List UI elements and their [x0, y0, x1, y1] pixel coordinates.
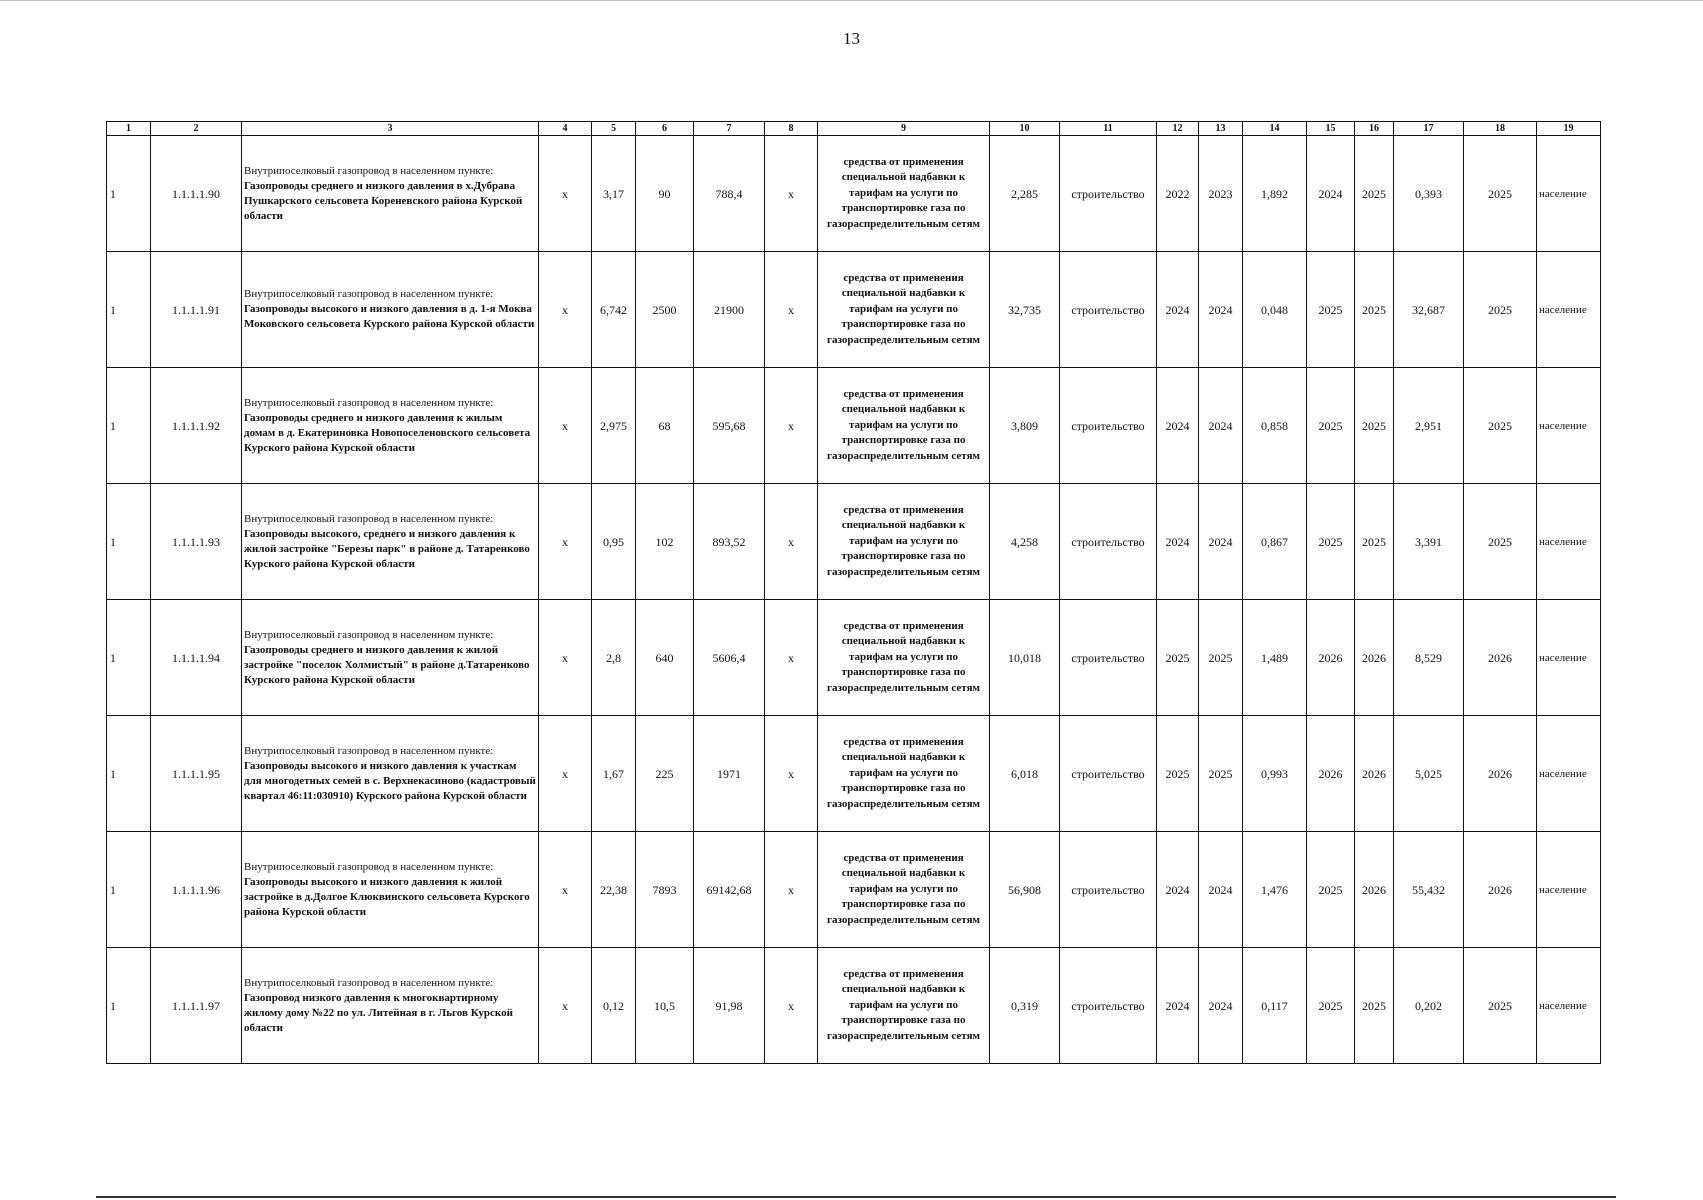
column-16-cell: 2025 — [1355, 368, 1394, 484]
column-17-cell: 55,432 — [1394, 832, 1464, 948]
project-code-cell: 1.1.1.1.90 — [151, 136, 242, 252]
column-17-cell: 32,687 — [1394, 252, 1464, 368]
column-17-cell: 0,202 — [1394, 948, 1464, 1064]
financing-source-cell: средства от применения специальной надбавки к тарифам на услуги по транспортировке газа по газораспределительным сетям — [818, 832, 990, 948]
column-18-cell: 2026 — [1464, 832, 1537, 948]
page-top-edge — [0, 0, 1703, 1]
end-year-cell: 2024 — [1199, 252, 1243, 368]
financing-source-cell: средства от применения специальной надбавки к тарифам на услуги по транспортировке газа по газораспределительным сетям — [818, 252, 990, 368]
financing-source-cell: средства от применения специальной надбавки к тарифам на услуги по транспортировке газа по газораспределительным сетям — [818, 136, 990, 252]
end-year-cell: 2024 — [1199, 832, 1243, 948]
column-14-cell: 0,993 — [1243, 716, 1307, 832]
financing-source-cell: средства от применения специальной надбавки к тарифам на услуги по транспортировке газа по газораспределительным сетям — [818, 368, 990, 484]
description-heading: Внутрипоселковый газопровод в населенном пункте: — [244, 860, 494, 873]
project-description-cell — [242, 368, 539, 484]
column-15-cell: 2025 — [1307, 252, 1355, 368]
column-18-cell: 2025 — [1464, 136, 1537, 252]
length-km-cell: 0,12 — [592, 948, 636, 1064]
start-year-cell: 2024 — [1157, 368, 1199, 484]
work-type-cell: строительство — [1060, 716, 1157, 832]
column-15-cell: 2025 — [1307, 832, 1355, 948]
column-18-cell: 2026 — [1464, 716, 1537, 832]
start-year-cell: 2025 — [1157, 716, 1199, 832]
column-15-cell: 2025 — [1307, 368, 1355, 484]
financing-source-cell: средства от применения специальной надбавки к тарифам на услуги по транспортировке газа по газораспределительным сетям — [818, 484, 990, 600]
column-number-header: 7 — [694, 122, 765, 136]
project-description-cell — [242, 600, 539, 716]
row-index-cell: 1 — [107, 600, 151, 716]
work-type-cell: строительство — [1060, 368, 1157, 484]
table-row — [107, 136, 1601, 252]
start-year-cell: 2025 — [1157, 600, 1199, 716]
column-7-cell: 788,4 — [694, 136, 765, 252]
purpose-cell: население — [1537, 948, 1601, 1064]
project-description-cell — [242, 252, 539, 368]
description-heading: Внутрипоселковый газопровод в населенном пункте: — [244, 744, 494, 757]
column-7-cell: 21900 — [694, 252, 765, 368]
column-18-cell: 2025 — [1464, 948, 1537, 1064]
purpose-cell: население — [1537, 832, 1601, 948]
description-body: Газопроводы высокого и низкого давления к жилой застройке в д.Долгое Клюквинского сельсовета Курского района Курской области — [244, 875, 530, 918]
column-number-header: 16 — [1355, 122, 1394, 136]
purpose-cell: население — [1537, 600, 1601, 716]
length-km-cell: 1,67 — [592, 716, 636, 832]
length-km-cell: 3,17 — [592, 136, 636, 252]
column-6-cell: 102 — [636, 484, 694, 600]
description-heading: Внутрипоселковый газопровод в населенном пункте: — [244, 976, 494, 989]
total-cost-cell: 56,908 — [990, 832, 1060, 948]
column-15-cell: 2025 — [1307, 948, 1355, 1064]
column-number-header: 6 — [636, 122, 694, 136]
column-14-cell: 0,048 — [1243, 252, 1307, 368]
start-year-cell: 2024 — [1157, 484, 1199, 600]
column-number-header: 17 — [1394, 122, 1464, 136]
column-16-cell: 2025 — [1355, 948, 1394, 1064]
description-body: Газопроводы среднего и низкого давления к жилым домам в д. Екатериновка Новопоселеновского сельсовета Курского района Курской области — [244, 411, 531, 454]
column-17-cell: 8,529 — [1394, 600, 1464, 716]
column-number-header: 15 — [1307, 122, 1355, 136]
column-14-cell: 0,867 — [1243, 484, 1307, 600]
description-heading: Внутрипоселковый газопровод в населенном пункте: — [244, 512, 494, 525]
row-index-cell: 1 — [107, 832, 151, 948]
column-15-cell: 2025 — [1307, 484, 1355, 600]
column-16-cell: 2025 — [1355, 136, 1394, 252]
start-year-cell: 2024 — [1157, 252, 1199, 368]
purpose-cell: население — [1537, 252, 1601, 368]
total-cost-cell: 3,809 — [990, 368, 1060, 484]
work-type-cell: строительство — [1060, 252, 1157, 368]
column-number-header: 4 — [539, 122, 592, 136]
project-code-cell: 1.1.1.1.92 — [151, 368, 242, 484]
column-7-cell: 1971 — [694, 716, 765, 832]
work-type-cell: строительство — [1060, 832, 1157, 948]
column-8-cell: х — [765, 600, 818, 716]
project-description-cell — [242, 136, 539, 252]
table-row — [107, 716, 1601, 832]
column-4-cell: х — [539, 252, 592, 368]
column-7-cell: 5606,4 — [694, 600, 765, 716]
column-4-cell: х — [539, 368, 592, 484]
length-km-cell: 2,8 — [592, 600, 636, 716]
end-year-cell: 2024 — [1199, 484, 1243, 600]
project-description-cell — [242, 832, 539, 948]
total-cost-cell: 6,018 — [990, 716, 1060, 832]
column-7-cell: 91,98 — [694, 948, 765, 1064]
purpose-cell: население — [1537, 136, 1601, 252]
start-year-cell: 2022 — [1157, 136, 1199, 252]
description-body: Газопроводы высокого и низкого давления в д. 1-я Моква Моковского сельсовета Курского района Курской области — [244, 303, 535, 330]
purpose-cell: население — [1537, 716, 1601, 832]
column-4-cell: х — [539, 600, 592, 716]
column-number-row — [107, 122, 1601, 136]
start-year-cell: 2024 — [1157, 948, 1199, 1064]
column-17-cell: 2,951 — [1394, 368, 1464, 484]
total-cost-cell: 0,319 — [990, 948, 1060, 1064]
column-14-cell: 1,489 — [1243, 600, 1307, 716]
column-number-header: 5 — [592, 122, 636, 136]
column-8-cell: х — [765, 252, 818, 368]
column-14-cell: 0,117 — [1243, 948, 1307, 1064]
table-row — [107, 368, 1601, 484]
column-14-cell: 0,858 — [1243, 368, 1307, 484]
end-year-cell: 2024 — [1199, 948, 1243, 1064]
column-number-header: 2 — [151, 122, 242, 136]
work-type-cell: строительство — [1060, 948, 1157, 1064]
row-index-cell: 1 — [107, 948, 151, 1064]
total-cost-cell: 32,735 — [990, 252, 1060, 368]
description-body: Газопроводы высокого, среднего и низкого давления к жилой застройке "Березы парк" в районе д. Татаренково Курского района Курской области — [244, 527, 530, 570]
column-16-cell: 2025 — [1355, 484, 1394, 600]
end-year-cell: 2024 — [1199, 368, 1243, 484]
financing-source-cell: средства от применения специальной надбавки к тарифам на услуги по транспортировке газа по газораспределительным сетям — [818, 600, 990, 716]
table-row — [107, 832, 1601, 948]
total-cost-cell: 4,258 — [990, 484, 1060, 600]
column-number-header: 14 — [1243, 122, 1307, 136]
description-heading: Внутрипоселковый газопровод в населенном пункте: — [244, 288, 494, 300]
length-km-cell: 6,742 — [592, 252, 636, 368]
column-4-cell: х — [539, 832, 592, 948]
row-index-cell: 1 — [107, 716, 151, 832]
column-4-cell: х — [539, 716, 592, 832]
column-6-cell: 90 — [636, 136, 694, 252]
project-code-cell: 1.1.1.1.93 — [151, 484, 242, 600]
project-code-cell: 1.1.1.1.97 — [151, 948, 242, 1064]
column-number-header: 13 — [1199, 122, 1243, 136]
row-index-cell: 1 — [107, 368, 151, 484]
column-17-cell: 0,393 — [1394, 136, 1464, 252]
description-body: Газопроводы высокого и низкого давления к участкам для многодетных семей в с. Верхнекасиново (кадастровый квартал 46:11:030910) Курского района Курской области — [244, 759, 536, 802]
column-number-header: 12 — [1157, 122, 1199, 136]
project-description-cell — [242, 484, 539, 600]
column-8-cell: х — [765, 368, 818, 484]
description-body: Газопровод низкого давления к многоквартирному жилому дому №22 по ул. Литейная в г. Льгов Курской области — [244, 991, 513, 1034]
project-code-cell: 1.1.1.1.91 — [151, 252, 242, 368]
row-index-cell: 1 — [107, 136, 151, 252]
column-number-header: 19 — [1537, 122, 1601, 136]
column-number-header: 8 — [765, 122, 818, 136]
table-row — [107, 484, 1601, 600]
column-8-cell: х — [765, 832, 818, 948]
end-year-cell: 2025 — [1199, 600, 1243, 716]
column-15-cell: 2026 — [1307, 716, 1355, 832]
project-code-cell: 1.1.1.1.96 — [151, 832, 242, 948]
column-4-cell: х — [539, 948, 592, 1064]
table-row — [107, 600, 1601, 716]
investment-program-table — [106, 121, 1601, 1064]
purpose-cell: население — [1537, 484, 1601, 600]
purpose-cell: население — [1537, 368, 1601, 484]
column-7-cell: 69142,68 — [694, 832, 765, 948]
column-16-cell: 2025 — [1355, 252, 1394, 368]
column-18-cell: 2025 — [1464, 252, 1537, 368]
column-6-cell: 10,5 — [636, 948, 694, 1064]
column-7-cell: 893,52 — [694, 484, 765, 600]
column-18-cell: 2026 — [1464, 600, 1537, 716]
description-body: Газопроводы среднего и низкого давления в х.Дубрава Пушкарского сельсовета Кореневского района Курской области — [244, 179, 523, 222]
column-6-cell: 7893 — [636, 832, 694, 948]
financing-source-cell: средства от применения специальной надбавки к тарифам на услуги по транспортировке газа по газораспределительным сетям — [818, 948, 990, 1064]
column-16-cell: 2026 — [1355, 832, 1394, 948]
column-number-header: 9 — [818, 122, 990, 136]
total-cost-cell: 2,285 — [990, 136, 1060, 252]
table-row — [107, 948, 1601, 1064]
column-number-header: 18 — [1464, 122, 1537, 136]
column-number-header: 3 — [242, 122, 539, 136]
table-row — [107, 252, 1601, 368]
length-km-cell: 0,95 — [592, 484, 636, 600]
project-code-cell: 1.1.1.1.95 — [151, 716, 242, 832]
column-16-cell: 2026 — [1355, 716, 1394, 832]
column-16-cell: 2026 — [1355, 600, 1394, 716]
column-15-cell: 2024 — [1307, 136, 1355, 252]
column-8-cell: х — [765, 484, 818, 600]
column-18-cell: 2025 — [1464, 484, 1537, 600]
column-6-cell: 640 — [636, 600, 694, 716]
column-6-cell: 2500 — [636, 252, 694, 368]
description-heading: Внутрипоселковый газопровод в населенном пункте: — [244, 628, 494, 641]
column-number-header: 10 — [990, 122, 1060, 136]
row-index-cell: 1 — [107, 484, 151, 600]
work-type-cell: строительство — [1060, 600, 1157, 716]
description-heading: Внутрипоселковый газопровод в населенном пункте: — [244, 164, 494, 177]
column-8-cell: х — [765, 136, 818, 252]
project-description-cell — [242, 948, 539, 1064]
column-17-cell: 5,025 — [1394, 716, 1464, 832]
column-15-cell: 2026 — [1307, 600, 1355, 716]
end-year-cell: 2025 — [1199, 716, 1243, 832]
column-6-cell: 225 — [636, 716, 694, 832]
project-code-cell: 1.1.1.1.94 — [151, 600, 242, 716]
column-8-cell: х — [765, 948, 818, 1064]
length-km-cell: 22,38 — [592, 832, 636, 948]
footer-rule — [96, 1196, 1616, 1198]
column-7-cell: 595,68 — [694, 368, 765, 484]
description-body: Газопроводы среднего и низкого давления к жилой застройке "поселок Холмистый" в районе д.Татаренково Курского района Курской области — [244, 643, 530, 686]
column-14-cell: 1,892 — [1243, 136, 1307, 252]
description-heading: Внутрипоселковый газопровод в населенном пункте: — [244, 396, 494, 409]
financing-source-cell: средства от применения специальной надбавки к тарифам на услуги по транспортировке газа по газораспределительным сетям — [818, 716, 990, 832]
project-description-cell — [242, 716, 539, 832]
column-18-cell: 2025 — [1464, 368, 1537, 484]
column-4-cell: х — [539, 484, 592, 600]
column-8-cell: х — [765, 716, 818, 832]
work-type-cell: строительство — [1060, 484, 1157, 600]
row-index-cell: 1 — [107, 252, 151, 368]
length-km-cell: 2,975 — [592, 368, 636, 484]
column-number-header: 11 — [1060, 122, 1157, 136]
start-year-cell: 2024 — [1157, 832, 1199, 948]
column-6-cell: 68 — [636, 368, 694, 484]
column-number-header: 1 — [107, 122, 151, 136]
column-4-cell: х — [539, 136, 592, 252]
work-type-cell: строительство — [1060, 136, 1157, 252]
total-cost-cell: 10,018 — [990, 600, 1060, 716]
end-year-cell: 2023 — [1199, 136, 1243, 252]
column-17-cell: 3,391 — [1394, 484, 1464, 600]
column-14-cell: 1,476 — [1243, 832, 1307, 948]
page-number: 13 — [843, 29, 860, 48]
